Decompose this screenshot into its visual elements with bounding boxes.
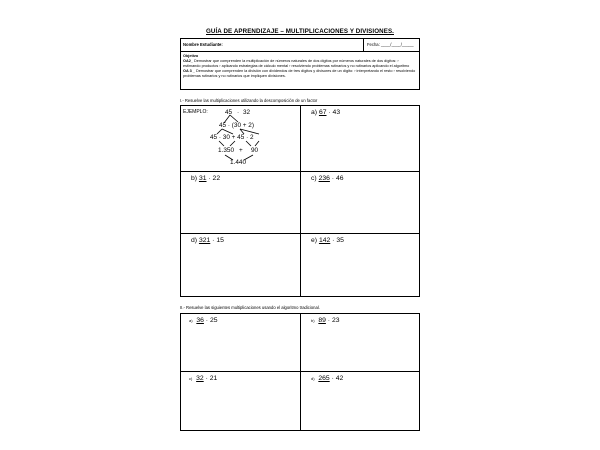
arrow-line bbox=[230, 115, 238, 122]
exercise-cell bbox=[181, 372, 300, 430]
date-cell bbox=[363, 39, 421, 51]
example-line4-b: 90 bbox=[251, 147, 259, 154]
example-line4-op: + bbox=[239, 147, 243, 154]
exercise-operator: · bbox=[206, 175, 213, 182]
exercise-letter: a) bbox=[311, 109, 318, 116]
example-label: EJEMPLO: bbox=[183, 109, 208, 115]
exercise-cell bbox=[301, 106, 419, 171]
exercise-factor: 265 bbox=[318, 375, 330, 382]
exercise-cell bbox=[181, 234, 300, 296]
exercise-letter: b) bbox=[311, 318, 315, 323]
example-cell bbox=[181, 106, 300, 171]
exercise-label bbox=[191, 175, 220, 182]
arrow-line bbox=[230, 141, 235, 146]
exercise-other-factor: 21 bbox=[209, 375, 218, 382]
exercise-other-factor: 25 bbox=[209, 317, 218, 324]
exercise-letter: e) bbox=[311, 237, 318, 244]
section1-instruction: I.- Resuelve las multiplicaciones utilizando la descomposición de un factor bbox=[180, 98, 318, 103]
exercise-label bbox=[311, 237, 344, 244]
exercise-cell bbox=[301, 234, 419, 296]
exercise-factor: 321 bbox=[198, 237, 211, 244]
objectives-block bbox=[183, 54, 417, 79]
exercise-label bbox=[311, 175, 344, 182]
exercise-letter: c) bbox=[189, 376, 193, 381]
page-title: GUÍA DE APRENDIZAJE – MULTIPLICACIONES Y DIVISIONES. bbox=[206, 28, 394, 35]
oa3-code: OA 3 _ bbox=[183, 69, 195, 73]
arrow-line bbox=[255, 141, 259, 146]
example-line1-op: · bbox=[237, 109, 240, 116]
oa3-text: Demostrar que comprenden la división con dividendos de tres dígitos y divisores de un dígito: › interpretando el resto › resolviendo problemas rutinarios y no rutinarios que impliquen divisiones. bbox=[183, 69, 416, 78]
exercise-cell bbox=[181, 314, 300, 371]
exercise-operator: · bbox=[329, 175, 336, 182]
exercise-label bbox=[311, 317, 340, 324]
example-line5: 1.440 bbox=[230, 159, 246, 166]
section2-instruction: II.- Resuelve las siguientes multiplicaciones usando el algoritmo tradicional. bbox=[180, 305, 320, 310]
exercise-label bbox=[191, 237, 224, 244]
exercise-letter: d) bbox=[311, 376, 315, 381]
exercise-operator: · bbox=[203, 375, 210, 382]
example-line3: 45 · 30 + 45 · 2 bbox=[210, 134, 254, 141]
exercise-other-factor: 23 bbox=[331, 317, 340, 324]
exercise-letter: b) bbox=[191, 175, 198, 182]
exercise-other-factor: 42 bbox=[335, 375, 344, 382]
exercise-operator: · bbox=[330, 237, 337, 244]
example-line1-b: 32 bbox=[243, 109, 251, 116]
exercise-factor: 67 bbox=[318, 109, 327, 116]
oa2-code: OA2_ bbox=[183, 59, 193, 63]
exercise-operator: · bbox=[210, 237, 217, 244]
exercise-label bbox=[311, 109, 340, 116]
exercise-factor: 142 bbox=[318, 237, 331, 244]
exercise-label bbox=[189, 375, 217, 382]
name-date-row bbox=[181, 39, 419, 52]
exercise-operator: · bbox=[326, 109, 333, 116]
arrow-line bbox=[246, 141, 251, 146]
exercise-cell bbox=[301, 172, 419, 233]
exercise-cell bbox=[301, 372, 419, 430]
exercise-label bbox=[189, 317, 218, 324]
example-line1-a: 45 bbox=[225, 109, 233, 116]
exercise-letter: d) bbox=[191, 237, 198, 244]
section2-grid bbox=[180, 313, 420, 431]
example-line4-a: 1.350 bbox=[218, 147, 234, 154]
exercise-other-factor: 15 bbox=[216, 237, 224, 244]
exercise-other-factor: 22 bbox=[212, 175, 221, 182]
example-line2: 45 · (30 + 2) bbox=[219, 122, 254, 129]
exercise-other-factor: 43 bbox=[332, 109, 341, 116]
exercise-other-factor: 46 bbox=[335, 175, 344, 182]
date-label: Fecha: ____/____/_____ bbox=[367, 42, 414, 47]
exercise-label bbox=[311, 375, 343, 382]
exercise-factor: 89 bbox=[318, 317, 326, 324]
student-info-box bbox=[180, 38, 420, 90]
objectives-heading: Objetivo bbox=[183, 54, 199, 58]
exercise-factor: 31 bbox=[198, 175, 207, 182]
exercise-factor: 236 bbox=[318, 175, 330, 182]
section1-grid bbox=[180, 105, 420, 297]
exercise-operator: · bbox=[203, 317, 210, 324]
exercise-factor: 36 bbox=[196, 317, 204, 324]
exercise-other-factor: 35 bbox=[336, 237, 344, 244]
exercise-factor: 32 bbox=[196, 375, 204, 382]
exercise-cell bbox=[301, 314, 419, 371]
exercise-operator: · bbox=[325, 317, 332, 324]
exercise-cell bbox=[181, 172, 300, 233]
exercise-operator: · bbox=[329, 375, 336, 382]
exercise-letter: a) bbox=[189, 318, 193, 323]
oa2-text: Demostrar que comprenden la multiplicación de números naturales de dos dígitos por números naturales de dos dígitos: › estimando productos › aplicando estrategias de cálculo mental › resolviendo problemas rutinarios y no rutinarios aplicando el algoritmo bbox=[183, 59, 410, 68]
arrow-line bbox=[219, 141, 224, 146]
exercise-letter: c) bbox=[311, 175, 317, 182]
student-name-label: Nombre Estudiante: bbox=[183, 42, 223, 47]
